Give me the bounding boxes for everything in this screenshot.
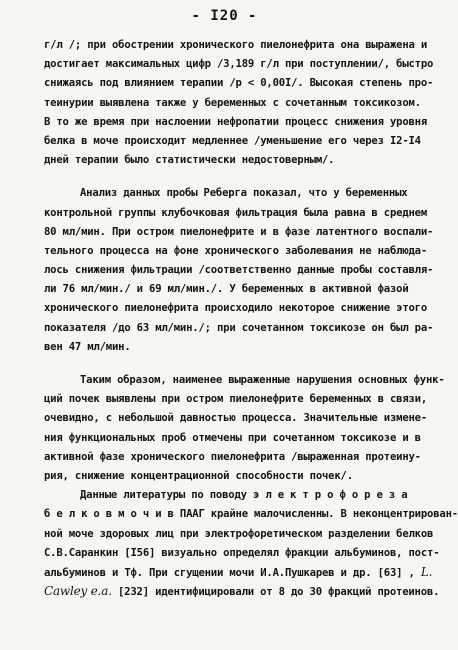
text-line: достигает максимальных цифр /3,189 г/л при поступлении/, быстро [44, 58, 434, 71]
page-number: - I20 - [191, 8, 258, 24]
paragraph-2 [44, 184, 434, 357]
text-line: ния функциональных проб отмечены при сочетанном токсикозе и в [44, 431, 421, 444]
text-line: лось снижения фильтрации /соответственно данные пробы составля- [44, 264, 434, 277]
text-line: Данные литературы по поводу э л е к т р о ф о р е з а [80, 489, 408, 502]
paragraph-3 [44, 371, 445, 486]
text-line: теинурии выявлена также у беременных с сочетанным токсикозом. [44, 96, 421, 109]
text-line: ной моче здоровых лиц при электрофоретическом разделении белков [44, 527, 434, 540]
paragraph-4 [44, 486, 458, 601]
text-line: вен 47 мл/мин. [44, 340, 131, 353]
handwritten-insert: Cawley e.a. [44, 584, 112, 599]
text-line: очевидно, с небольшой давностью процесса. Значительные измене- [44, 412, 428, 425]
text-line: Анализ данных пробы Реберга показал, что у беременных [80, 187, 408, 200]
text-line: 80 мл/мин. При остром пиелонефрите и в фазе латентного воспали- [44, 225, 434, 238]
text-line: тельного процесса на фоне хронического заболевания не наблюда- [44, 244, 428, 257]
body-text [44, 36, 458, 601]
text-line: хронического пиелонефрита происходило некоторое снижение этого [44, 302, 428, 315]
text-line: г/л /; при обострении хронического пиелонефрита она выражена и [44, 39, 428, 51]
text-line [44, 582, 440, 601]
text-line: активной фазе хронического пиелонефрита /выраженная протеину- [44, 450, 421, 463]
text-line: В то же время при наслоении нефропатии процесс снижения уровня [44, 115, 428, 128]
text-line: контрольной группы клубочковая фильтрация была равна в среднем [44, 206, 428, 219]
text-line: белка в моче происходит медленнее /уменьшение его через I2-I4 [44, 134, 421, 147]
text-line: снижаясь под влиянием терапии /р < 0,00I/. Высокая степень про- [44, 77, 434, 90]
text-line: ли 76 мл/мин./ и 69 мл/мин./. У беременных в активной фазой [44, 283, 409, 296]
text-line: б е л к о в м о ч и в ПААГ крайне малочисленны. В неконцентрирован- [44, 508, 458, 521]
text-line-content: альбуминов и Тф. При сгущении мочи И.А.Пушкарев и др. [63] , [44, 566, 415, 579]
text-line-content: [232] идентифицировали от 8 до 30 фракций протеинов. [111, 586, 440, 599]
text-line: С.В.Саранкин [I56] визуально определял фракции альбуминов, пост- [44, 546, 440, 559]
text-line: показателя /до 63 мл/мин./; при сочетанном токсикозе он был ра- [44, 321, 434, 334]
handwritten-insert: L. [420, 564, 433, 579]
text-line [44, 563, 433, 582]
text-line: ций почек выявлены при остром пиелонефрите беременных в связи, [44, 393, 428, 406]
text-line: рия, снижение концентрационной способности почек/. [44, 469, 353, 482]
paragraph-1 [44, 36, 434, 170]
text-line: Таким образом, наименее выраженные нарушения основных функ- [80, 374, 445, 386]
text-line: дней терапии было статистически недостоверным/. [44, 154, 335, 167]
